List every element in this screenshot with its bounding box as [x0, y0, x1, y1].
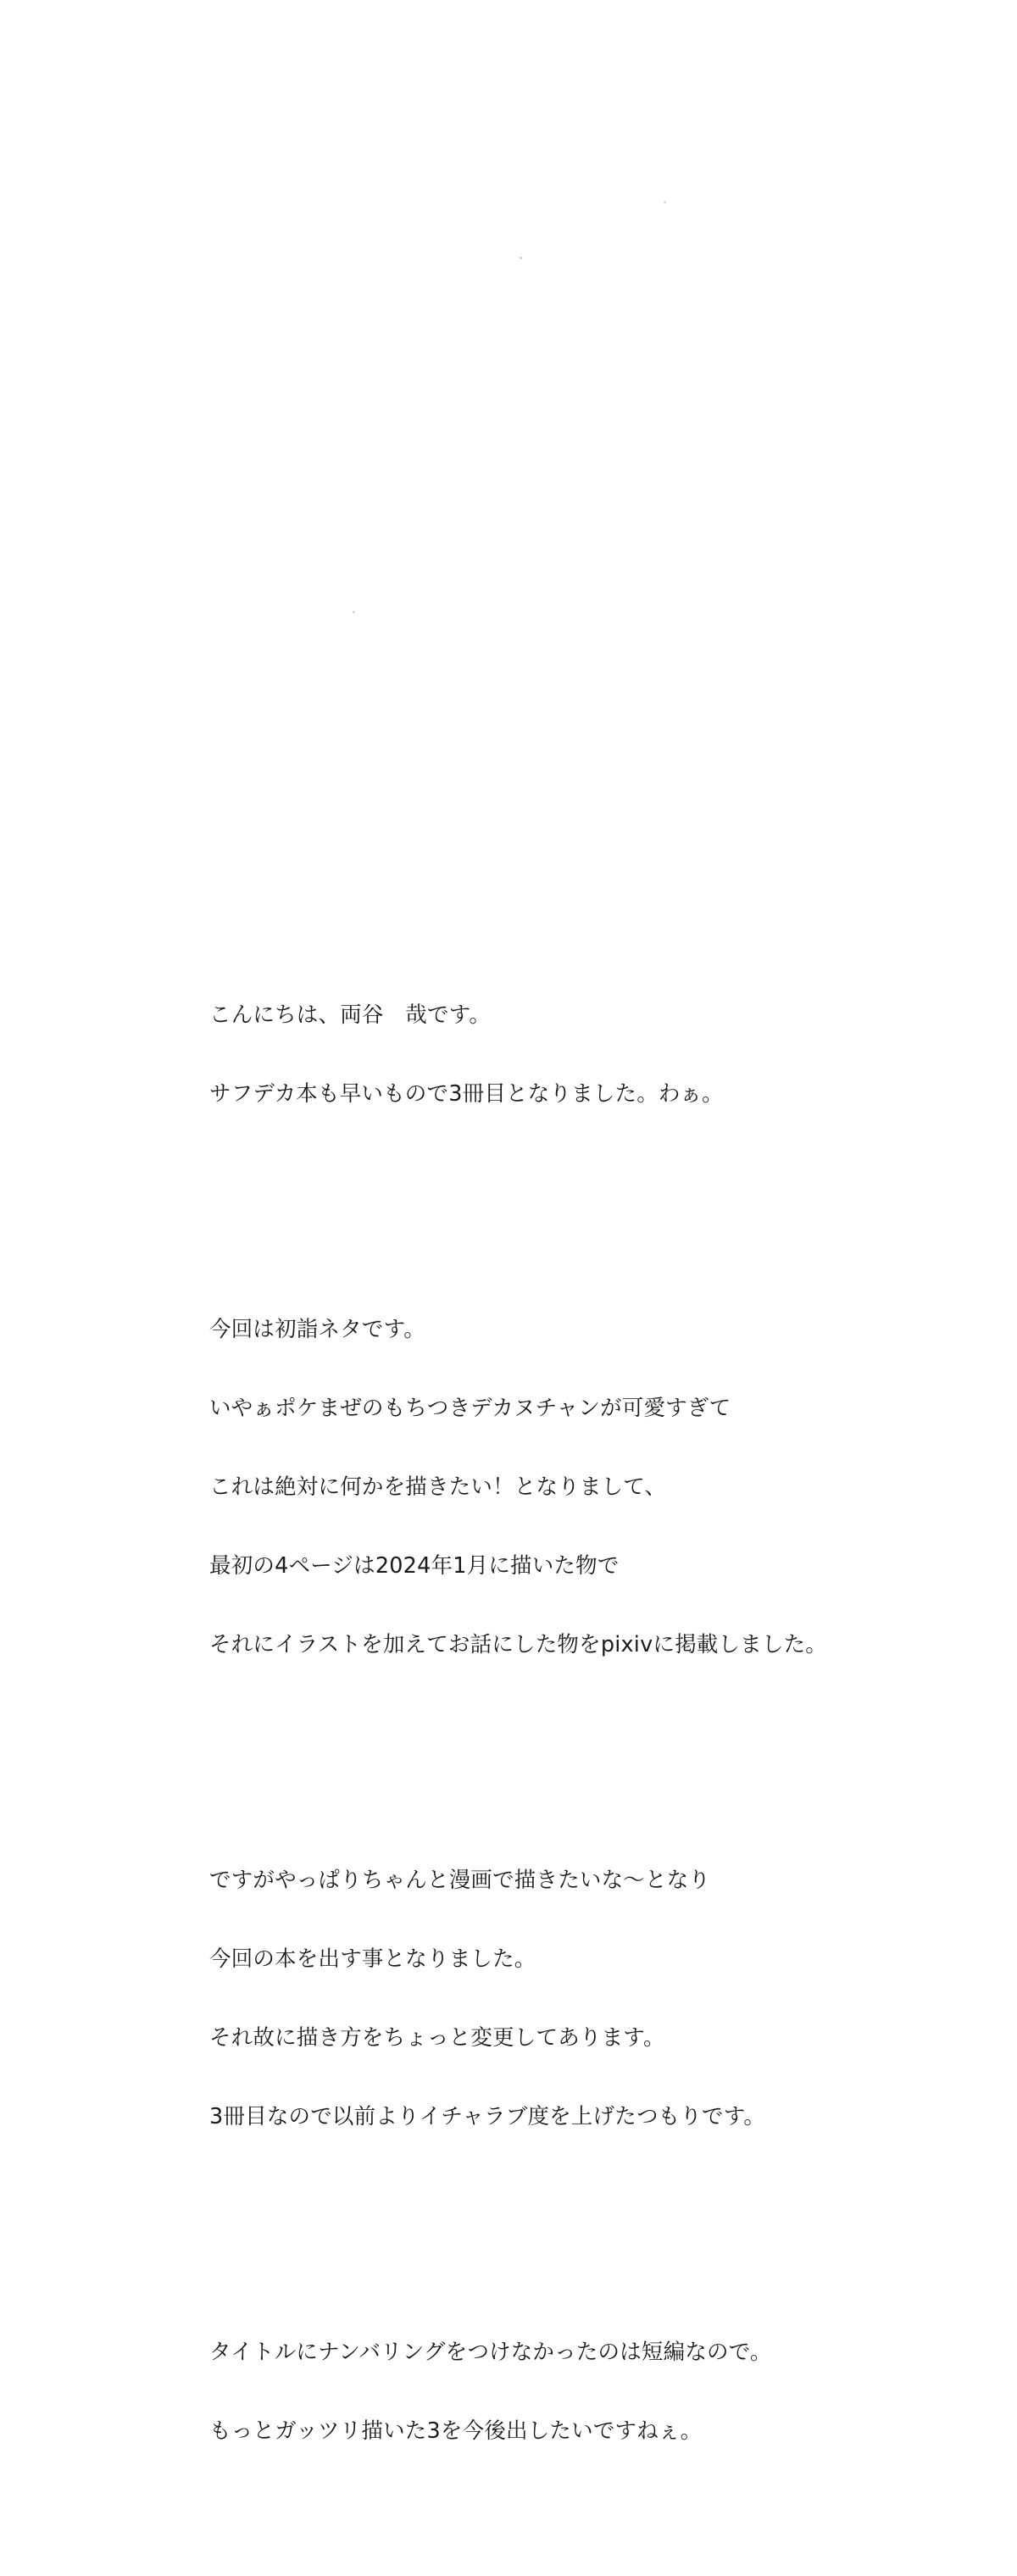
afterword-line: それにイラストを加えてお話にした物をpixivに掲載しました。 [209, 1632, 827, 1657]
afterword-line: サフデカ本も早いもので3冊目となりました。わぁ。 [209, 1081, 724, 1107]
afterword-line: 今回の本を出す事となりました。 [209, 1946, 536, 1972]
afterword-line: これは絶対に何かを描きたい！となりまして、 [209, 1474, 667, 1500]
afterword-paragraph [209, 2287, 887, 2497]
afterword-line: 今回は初詣ネタです。 [209, 1317, 425, 1342]
paper-speck-icon [353, 611, 355, 613]
afterword-line: こんにちは、両谷 哉です。 [209, 1002, 492, 1028]
afterword-paragraph [209, 1815, 887, 2183]
paper-speck-icon [520, 257, 522, 259]
afterword-line: 最初の4ページは2024年1月に描いた物で [209, 1553, 620, 1579]
afterword-line: 3冊目なので以前よりイチャラブ度を上げたつもりです。 [209, 2104, 766, 2129]
afterword-line: タイトルにナンバリングをつけなかったのは短編なので。 [209, 2340, 772, 2365]
afterword-line: それ故に描き方をちょっと変更してあります。 [209, 2025, 665, 2051]
paper-speck-icon [664, 201, 666, 203]
afterword-text [209, 871, 887, 2576]
afterword-paragraph [209, 950, 887, 1160]
afterword-line: もっとガッツリ描いた3を今後出したいですねぇ。 [209, 2418, 703, 2444]
afterword-paragraph [209, 1264, 887, 1711]
afterword-line: いやぁポケまぜのもちつきデカヌチャンが可愛すぎて [209, 1396, 731, 1421]
afterword-line: ですがやっぱりちゃんと漫画で描きたいな〜となり [209, 1868, 711, 1893]
